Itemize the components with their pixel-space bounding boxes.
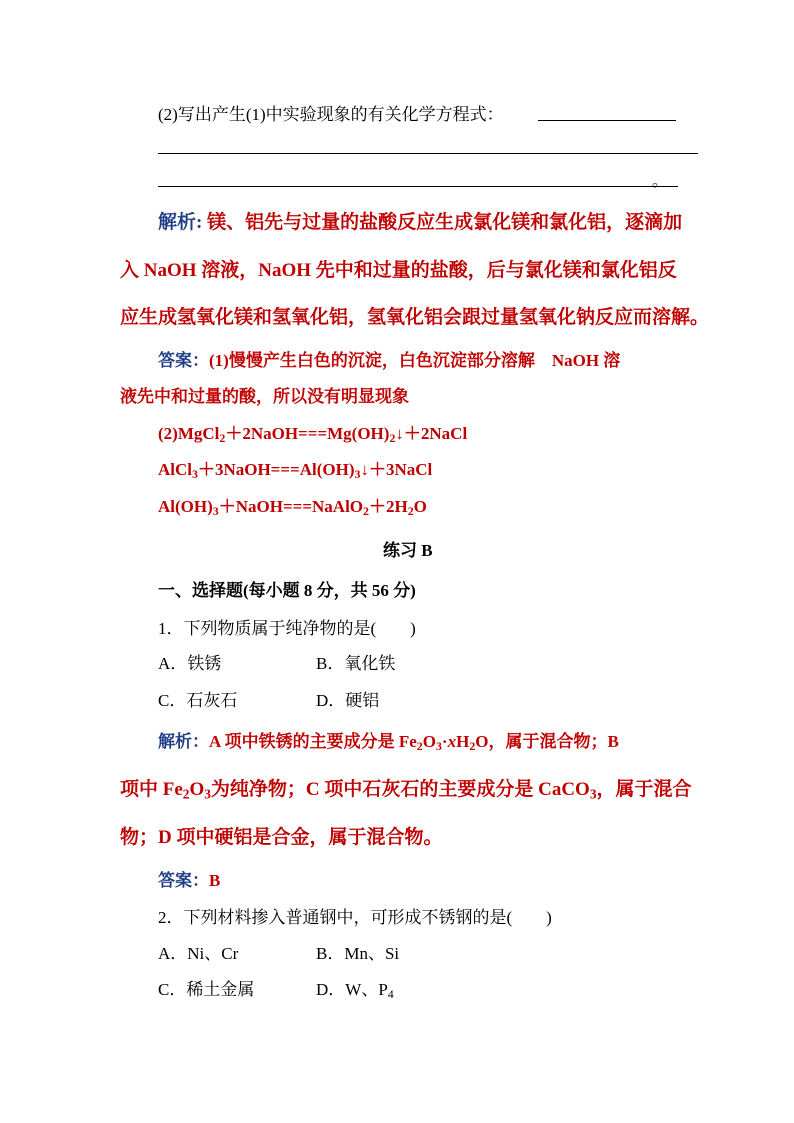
option-b: B．氧化铁: [316, 654, 396, 673]
q1-answer: [158, 866, 220, 891]
part-title: 一、选择题: [158, 581, 243, 600]
text: ，属于混合: [596, 779, 692, 800]
text: O: [422, 732, 436, 751]
analysis-colon: ：: [192, 732, 209, 751]
text: 为纯净物；C 项中石灰石的主要成分是 CaCO: [210, 779, 590, 800]
eq-part: AlCl: [158, 460, 192, 479]
answer-line-1: [158, 346, 620, 371]
eq-part: ＋2H: [368, 497, 408, 516]
eq-part: ↓＋2NaCl: [395, 424, 468, 443]
question-2-text: (2)写出产生(1)中实验现象的有关化学方程式：: [158, 105, 504, 124]
answer-blank-line: [538, 120, 676, 121]
text: O: [189, 779, 205, 800]
option-a: A．Ni、Cr: [158, 944, 239, 963]
end-mark: 。: [652, 173, 669, 190]
subscript: 4: [387, 986, 394, 1001]
subscript: 3: [435, 738, 442, 753]
question-1-stem: 1．下列物质属于纯净物的是( ): [158, 619, 416, 638]
eq-subscript: 2: [407, 503, 414, 518]
option-c: C．稀土金属: [158, 980, 255, 999]
text: 项中 Fe: [120, 779, 183, 800]
equation-3: [158, 492, 427, 517]
equation-2: [158, 455, 432, 480]
eq-subscript: 2: [219, 430, 226, 445]
analysis-colon: :: [196, 212, 203, 233]
analysis-label: 解析: [158, 732, 192, 751]
answer-blank-line: [158, 186, 678, 187]
eq-subscript: 3: [212, 503, 219, 518]
eq-subscript: 3: [354, 466, 361, 481]
subscript: 3: [589, 786, 597, 802]
answer-colon: ：: [192, 871, 209, 890]
option-b: B．Mn、Si: [316, 944, 400, 963]
equation-1: [158, 419, 467, 444]
eq-part: Al(OH): [158, 497, 213, 516]
eq-subscript: 3: [192, 466, 198, 481]
q1-analysis-line-1: [158, 727, 619, 752]
answer-label: 答案: [158, 351, 192, 370]
eq-part: ↓＋3NaCl: [360, 460, 433, 479]
analysis-label: 解析: [158, 212, 197, 233]
eq-part: ＋3NaOH===Al(OH): [197, 460, 355, 479]
eq-part: (2)MgCl: [158, 424, 220, 443]
analysis-line-1: [158, 207, 682, 234]
option-d: D．硬铝: [316, 691, 380, 710]
text: ·: [441, 732, 448, 751]
eq-part: O: [413, 497, 427, 516]
answer-colon: ：: [192, 351, 209, 370]
option-text: D．W、P: [316, 980, 388, 999]
subscript: 2: [182, 786, 190, 802]
eq-part: ＋2NaOH===Mg(OH): [225, 424, 390, 443]
q1-analysis-line-3: 物；D 项中硬铝是合金，属于混合物。: [120, 827, 443, 848]
question-2b-stem: 2．下列材料掺入普通钢中，可形成不锈钢的是( ): [158, 908, 552, 927]
answer-label: 答案: [158, 871, 192, 890]
eq-part: ＋NaOH===NaAlO: [218, 497, 364, 516]
analysis-line-3: 应生成氢氧化镁和氢氧化铝，氢氧化铝会跟过量氢氧化钠反应而溶解。: [120, 307, 710, 328]
section-title: 练习 B: [383, 541, 433, 560]
answer-value: B: [209, 871, 221, 890]
subscript: 2: [469, 738, 476, 753]
analysis-line-2: 入 NaOH 溶液，NaOH 先中和过量的盐酸，后与氯化镁和氯化铝反: [120, 260, 677, 281]
text: O，属于混合物；B: [475, 732, 619, 751]
eq-subscript: 2: [389, 430, 396, 445]
answer-text: (1)慢慢产生白色的沉淀，白色沉淀部分溶解 NaOH 溶: [209, 351, 621, 370]
text: H: [456, 732, 470, 751]
option-c: C．石灰石: [158, 691, 238, 710]
answer-blank-line: [158, 153, 698, 154]
text: A 项中铁锈的主要成分是 Fe: [209, 732, 417, 751]
part-heading: [158, 576, 416, 601]
option-a: A．铁锈: [158, 654, 222, 673]
answer-line-2: 液先中和过量的酸，所以没有明显现象: [120, 387, 409, 406]
subscript: 3: [204, 786, 211, 802]
part-note: (每小题 8 分，共 56 分): [243, 581, 416, 600]
analysis-text: 镁、铝先与过量的盐酸反应生成氯化镁和氯化铝，逐滴加: [207, 212, 683, 233]
option-d: [316, 975, 394, 1000]
q1-analysis-line-2: [120, 774, 692, 801]
text: x: [447, 732, 457, 751]
subscript: 2: [416, 738, 423, 753]
eq-subscript: 2: [363, 503, 369, 518]
